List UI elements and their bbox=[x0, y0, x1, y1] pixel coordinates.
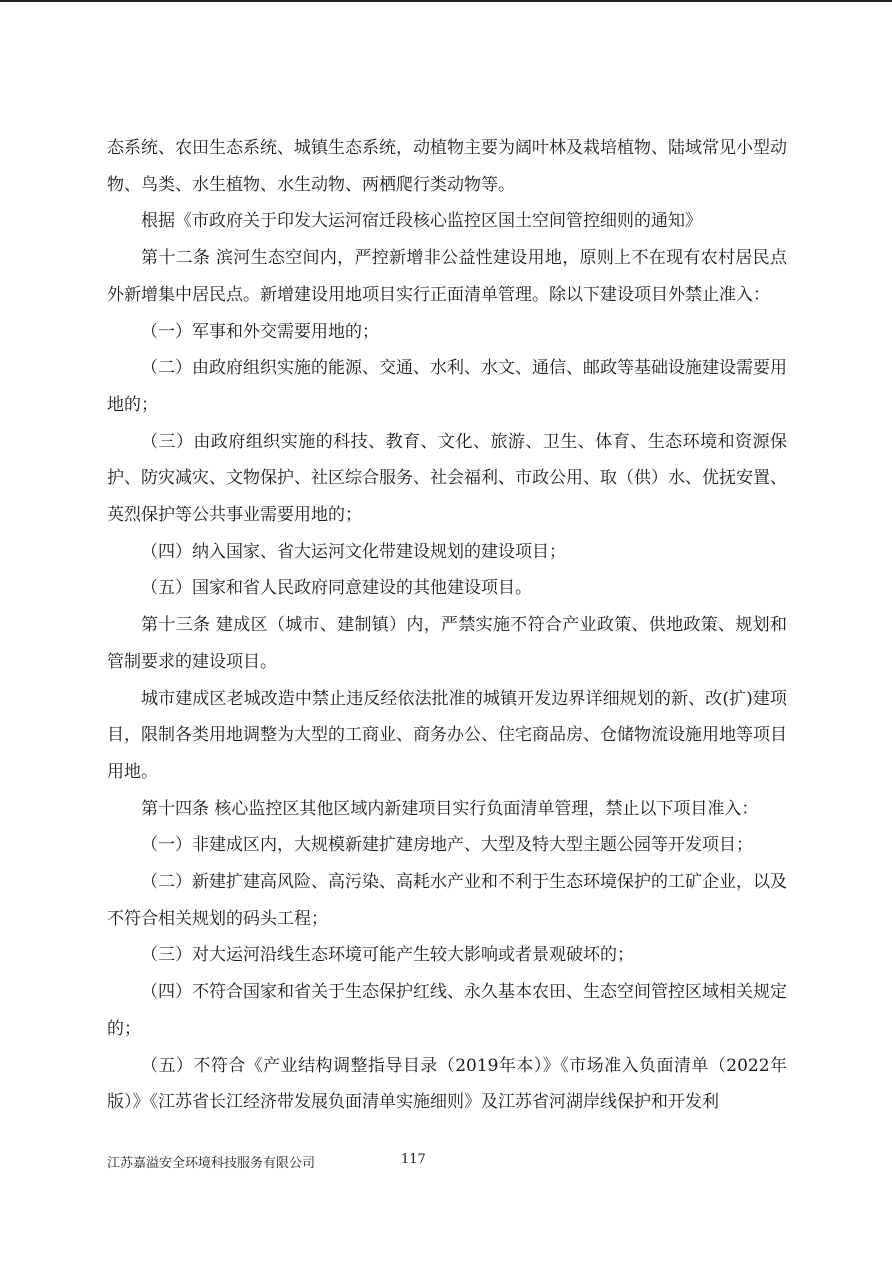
paragraph: （二）新建扩建高风险、高污染、高耗水产业和不利于生态环境保护的工矿企业，以及不符合相关规划的码头工程； bbox=[107, 872, 787, 929]
document-body bbox=[107, 130, 787, 1121]
paragraph: （五）国家和省人民政府同意建设的其他建设项目。 bbox=[141, 578, 532, 599]
paragraph: （五）不符合《产业结构调整指导目录（2019年本）》《市场准入负面清单（2022年版）》《江苏省长江经济带发展负面清单实施细则》及江苏省河湖岸线保护和开发利 bbox=[107, 1055, 787, 1113]
paragraph: 第十二条 滨河生态空间内，严控新增非公益性建设用地，原则上不在现有农村居民点外新增集中居民点。新增建设用地项目实行正面清单管理。除以下建设项目外禁止准入： bbox=[107, 248, 787, 305]
paragraph: 根据《市政府关于印发大运河宿迁段核心监控区国土空间管控细则的通知》 bbox=[141, 211, 702, 232]
paragraph: 城市建成区老城改造中禁止违反经依法批准的城镇开发边界详细规划的新、改(扩)建项目，限制各类用地调整为大型的工商业、商务办公、住宅商品房、仓储物流设施用地等项目用地。 bbox=[107, 688, 787, 782]
paragraph: （三）由政府组织实施的科技、教育、文化、旅游、卫生、体育、生态环境和资源保护、防灾减灾、文物保护、社区综合服务、社会福利、市政公用、取（供）水、优抚安置、英烈保护等公共事业需要用地的； bbox=[107, 431, 787, 526]
paragraph: 态系统、农田生态系统、城镇生态系统，动植物主要为阔叶林及栽培植物、陆域常见小型动物、鸟类、水生植物、水生动物、两栖爬行类动物等。 bbox=[107, 138, 787, 195]
footer-company-name: 江苏嘉溢安全环境科技服务有限公司 bbox=[107, 1156, 316, 1171]
paragraph: （二）由政府组织实施的能源、交通、水利、水文、通信、邮政等基础设施建设需要用地的； bbox=[107, 358, 787, 415]
page-number: 117 bbox=[401, 1152, 426, 1167]
paragraph: 第十四条 核心监控区其他区域内新建项目实行负面清单管理，禁止以下项目准入： bbox=[141, 798, 759, 819]
paragraph: （四）纳入国家、省大运河文化带建设规划的建设项目； bbox=[141, 541, 566, 562]
paragraph: （一）非建成区内，大规模新建扩建房地产、大型及特大型主题公园等开发项目； bbox=[141, 835, 753, 856]
paragraph: 第十三条 建成区（城市、建制镇）内，严禁实施不符合产业政策、供地政策、规划和管制要求的建设项目。 bbox=[107, 615, 787, 672]
paragraph: （一）军事和外交需要用地的； bbox=[141, 321, 379, 342]
top-border-line bbox=[0, 0, 892, 2]
paragraph: （四）不符合国家和省关于生态保护红线、永久基本农田、生态空间管控区域相关规定的； bbox=[107, 982, 787, 1039]
paragraph: （三）对大运河沿线生态环境可能产生较大影响或者景观破坏的； bbox=[141, 945, 634, 966]
